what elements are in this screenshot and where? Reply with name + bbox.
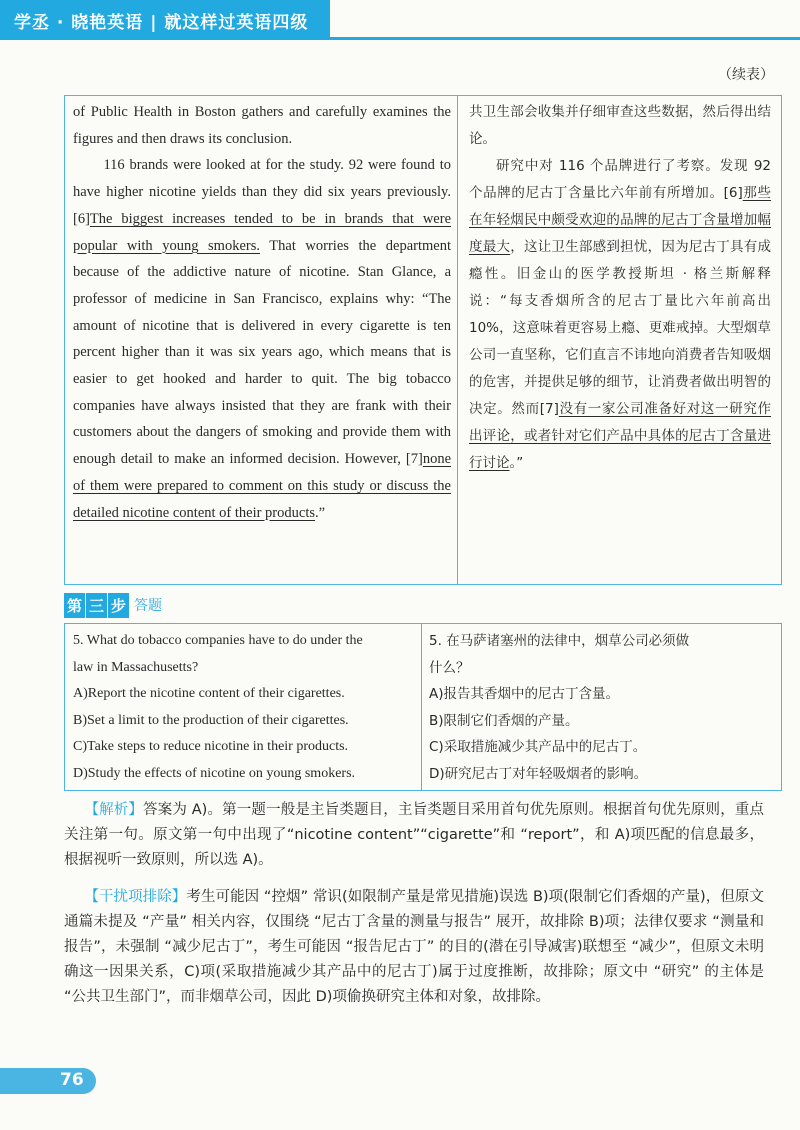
- en-underlined-sentence-7: none of them were prepared to comment on this study or discuss the detailed nicotine content of their products: [73, 451, 451, 521]
- step-heading: [64, 592, 162, 618]
- option-c: C)Take steps to reduce nicotine in their products.: [73, 739, 349, 754]
- analysis-paragraph: [64, 798, 764, 873]
- step-label: 答题: [134, 598, 163, 614]
- english-column: [73, 99, 451, 526]
- chinese-column: [469, 99, 771, 477]
- option-a: A)Report the nicotine content of their cigarettes.: [73, 686, 345, 701]
- option-c-zh: C)采取措施减少其产品中的尼古丁。: [429, 739, 647, 755]
- option-a-zh: A)报告其香烟中的尼古丁含量。: [429, 686, 620, 702]
- option-d: D)Study the effects of nicotine on young smokers.: [73, 765, 356, 781]
- en-underlined-sentence-6: The biggest increases tended to be in brands that were popular with young smokers.: [73, 210, 451, 254]
- header-rule: [330, 37, 800, 40]
- step-char: 三: [86, 593, 107, 618]
- question-english: [73, 628, 413, 787]
- question-text-line: 5. What do tobacco companies have to do under the: [73, 633, 363, 648]
- exclusion-text: 考生可能因 “控烟” 常识(如限制产量是常见措施)误选 B)项(限制它们香烟的产量)，但原文通篇未提及 “产量” 相关内容，仅围绕 “尼古丁含量的测量与报告” 展开，故排除 B)项；法律仅要求 “测量和报告”，未强制 “减少尼古丁”，考生可能因 “报告尼古丁” 的目的(潜在引导减害)联想至 “减少”，但原文未明确这一因果关系，C)项(采取措施减少其产品中的尼古丁)属于过度推断，故排除；原文中 “研究” 的主体是 “公共卫生部门”，而非烟草公司，因此 D)项偷换研究主体和对象，故排除。: [64, 889, 764, 1005]
- en-text: .”: [315, 504, 326, 521]
- en-text: 116 brands were looked at for the study. 92 were found to have higher nicotine yields than they did six years previously. [6]: [73, 157, 451, 227]
- zh-underlined-sentence-7: 没有一家公司准备好对这一研究作出评论，或者针对它们产品中具体的尼古丁含量进行讨论: [469, 401, 771, 471]
- header-title: 学丞 · 晓艳英语 | 就这样过英语四级: [14, 13, 309, 33]
- question-text-line: 5. 在马萨诸塞州的法律中，烟草公司必须做: [429, 633, 690, 649]
- zh-text: ，这让卫生部感到担忧，因为尼古丁具有成瘾性。旧金山的医学教授斯坦 · 格兰斯解释说：“每支香烟所含的尼古丁量比六年前高出 10%，这意味着更容易上瘾、更难戒掉。大型烟草公司一直坚称，它们直言不讳地向消费者告知吸烟的危害，并提供足够的细节，让消费者做出明智的决定。然而[7]: [469, 239, 772, 417]
- option-d-zh: D)研究尼古丁对年轻吸烟者的影响。: [429, 765, 648, 782]
- step-char: 第: [64, 593, 85, 618]
- question-chinese: [429, 628, 769, 787]
- en-paragraph-2: [73, 152, 451, 526]
- zh-paragraph-1: 共卫生部会收集并仔细审查这些数据，然后得出结论。: [469, 104, 771, 147]
- continued-label: （续表）: [718, 67, 774, 83]
- en-paragraph-1: of Public Health in Boston gathers and carefully examines the figures and then draws its conclusion.: [73, 104, 451, 147]
- exclusion-paragraph: [64, 885, 764, 1010]
- option-b: B)Set a limit to the production of their cigarettes.: [73, 712, 349, 728]
- question-table: [64, 623, 782, 791]
- header-band: [0, 0, 330, 40]
- exclusion-tag: 【干扰项排除】: [84, 889, 187, 905]
- column-divider: [421, 624, 422, 790]
- column-divider: [457, 96, 458, 584]
- question-text-line: law in Massachusetts?: [73, 659, 199, 675]
- zh-text: 。”: [509, 455, 524, 471]
- analysis-tag: 【解析】: [84, 802, 144, 818]
- zh-paragraph-2: [469, 153, 771, 477]
- analysis-text: 答案为 A)。第一题一般是主旨类题目，主旨类题目采用首句优先原则。根据首句优先原则，重点关注第一句。原文第一句中出现了“nicotine content”“cigarette”和 “report”，和 A)项匹配的信息最多，根据视听一致原则，所以选 A)。: [64, 802, 764, 868]
- step-char: 步: [108, 593, 129, 618]
- zh-text: 研究中对 116 个品牌进行了考察。发现 92 个品牌的尼古丁含量比六年前有所增加。[6]: [469, 158, 771, 201]
- page-number: 76: [60, 1070, 84, 1090]
- zh-underlined-sentence-6: 那些在年轻烟民中颇受欢迎的品牌的尼古丁含量增加幅度最大: [469, 185, 772, 255]
- passage-table: [64, 95, 782, 585]
- en-text: That worries the department because of the addictive nature of nicotine. Stan Glance, a professor of medicine in San Francisco, explains why: “The amount of nicotine that is delivered in every cigarette is ten percent higher than it was six years ago, which means that is easier to get hooked and harder to quit. The big tobacco companies have always insisted that they are frank with their customers about the dangers of smoking and provide them with enough detail to make an informed decision. However, [7]: [73, 237, 451, 468]
- question-text-line: 什么？: [429, 659, 470, 676]
- option-b-zh: B)限制它们香烟的产量。: [429, 712, 579, 729]
